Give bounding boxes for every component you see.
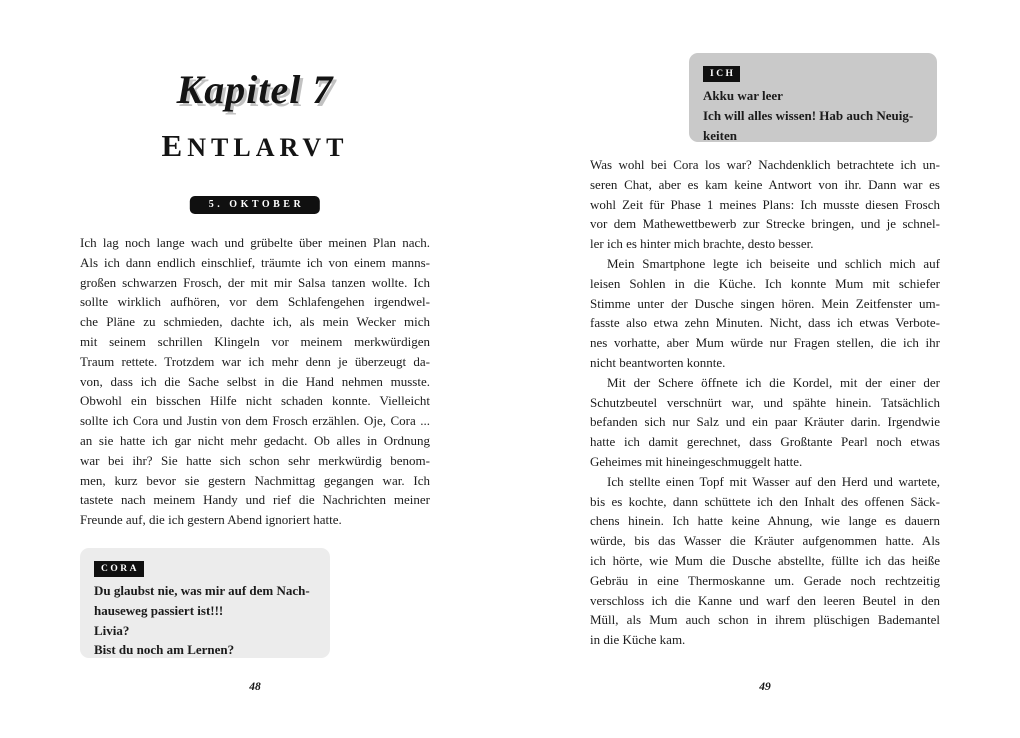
text-line: an sie hatte ich gar nicht mehr gedacht. Ob alles in Ordnung (80, 432, 430, 448)
text-line: Gebräu in eine Thermoskanne um. Gerade noch rechtzeitig (590, 572, 940, 588)
body-paragraph (590, 373, 940, 472)
date-badge: 5. OKTOBER (190, 196, 320, 214)
chapter-title: ENTLARVT (161, 128, 349, 163)
text-line: Ich will alles wissen! Hab auch Neuig- (703, 107, 914, 123)
text-line: keiten (703, 127, 737, 143)
text-line: Freunde auf, die ich gestern Abend ignoriert hatte. (80, 512, 342, 528)
text-line: verschloss ich die Kanne und warf den leeren Beutel in den (590, 592, 940, 608)
text-line: Geheimes mit hineingeschmuggelt hatte. (590, 453, 803, 469)
text-line: Müll, als Mum auch schon in ihrem plüschigen Bademantel (590, 612, 940, 628)
text-line: vor dem Mathewettbewerb zur Strecke bringen, und je schnel- (590, 216, 940, 232)
chat-message-ich (689, 53, 937, 142)
text-line: war bei ihr? Sie hatte sich schon sehr merkwürdig benom- (80, 452, 430, 468)
chat-sender-badge: ICH (703, 66, 740, 82)
text-line: Mein Smartphone legte ich beiseite und schlich mich auf (607, 255, 940, 271)
text-line: wohl Zeit für Phase 1 meines Plans: Ich musste diesen Frosch (590, 196, 940, 212)
text-line: ler ich es hinter mich brachte, desto besser. (590, 236, 814, 252)
left-page (80, 0, 430, 738)
left-page-body-paragraph (80, 233, 430, 530)
text-line: Ich stellte einen Topf mit Wasser auf den Herd und wartete, (607, 473, 940, 489)
text-line: würde, bis das Wasser die Kräuter aufgenommen hatte. Als (590, 533, 940, 549)
body-paragraph (590, 254, 940, 373)
text-line: Traum rettete. Trotzdem war ich mehr denn je überzeugt da- (80, 353, 430, 369)
text-line: Ich lag noch lange wach und grübelte über meinen Plan nach. (80, 235, 430, 250)
text-line: befanden sich nur Salz und ein paar Kräuter darin. Irgendwie (590, 414, 940, 430)
text-line: Als ich dann endlich einschlief, träumte ich von einem manns- (80, 254, 430, 270)
text-line: fasste also etwa zehn Minuten. Nicht, dass ich etwas Verbote- (590, 315, 940, 331)
text-line: men, kurz bevor sie gestern Nachmittag gegangen war. Ich (80, 472, 430, 488)
text-line: von, dass ich die Sache selbst in die Hand nehmen musste. (80, 373, 430, 389)
text-line: tastete nach meinem Handy und rief die Nachrichten meiner (80, 492, 430, 508)
body-paragraph (590, 472, 940, 650)
text-line: ich hörte, wie Mum die Dusche abstellte, füllte ich das heiße (590, 552, 940, 568)
text-line: bis es kochte, dann schüttete ich den Inhalt des offenen Säck- (590, 493, 940, 509)
right-page (590, 0, 940, 738)
page-number-right: 49 (759, 681, 771, 693)
text-line: großen schwarzen Frosch, der mit mir Salsa tanzen wollte. Ich (80, 274, 430, 290)
text-line: nicht beantworten konnte. (590, 354, 726, 370)
body-paragraph (590, 155, 940, 254)
text-line: Livia? (94, 622, 130, 638)
text-line: leisen Sohlen in die Küche. Ich konnte Mum mit schiefer (590, 275, 940, 291)
text-line: che Pläne zu schmieden, dachte ich, als mein Wecker mich (80, 314, 430, 330)
text-line: sollte ich Cora und Justin von dem Frosch erzählen. Oje, Cora ... (80, 413, 430, 429)
chat-message-text (703, 86, 923, 145)
chat-sender-badge: CORA (94, 561, 144, 577)
text-line: chens hinein. Ich hatte keine Ahnung, wie lange es dauern (590, 513, 940, 529)
chat-message-cora (80, 548, 330, 658)
text-line: Was wohl bei Cora los war? Nachdenklich betrachtete ich un- (590, 157, 940, 172)
chapter-heading: Kapitel 7 (176, 67, 334, 112)
text-line: sollte wirklich aufhören, vor dem Schlafengehen irgendwel- (80, 294, 430, 310)
right-page-body (590, 155, 940, 650)
text-line: Stimme unter der Dusche singen hören. Mein Zeitfenster um- (590, 295, 940, 311)
text-line: seren Chat, aber es kam keine Antwort von ihr. Dann war es (590, 176, 940, 192)
text-line: Bist du noch am Lernen? (94, 642, 235, 658)
text-line: nes vorhatte, aber Mum würde nur Fragen stellen, die ich ihr (590, 335, 940, 351)
text-line: hatte ich damit gerechnet, dass Großtante Pearl noch etwas (590, 434, 940, 450)
chat-message-text (94, 581, 316, 660)
text-line: Schutzbeutel verschnürt war, und spähte hinein. Tatsächlich (590, 394, 940, 410)
text-line: hauseweg passiert ist!!! (94, 602, 224, 618)
text-line: Obwohl ein bisschen Hilfe nicht schaden konnte. Vielleicht (80, 393, 430, 409)
text-line: Du glaubst nie, was mir auf dem Nach- (94, 583, 310, 598)
text-line: in die Küche kam. (590, 632, 686, 648)
text-line: Akku war leer (703, 88, 783, 103)
text-line: Mit der Schere öffnete ich die Kordel, mit der einer der (607, 374, 940, 390)
text-line: mit seinem schrillen Klingeln vor meinem merkwürdigen (80, 333, 430, 349)
page-number-left: 48 (249, 681, 261, 693)
